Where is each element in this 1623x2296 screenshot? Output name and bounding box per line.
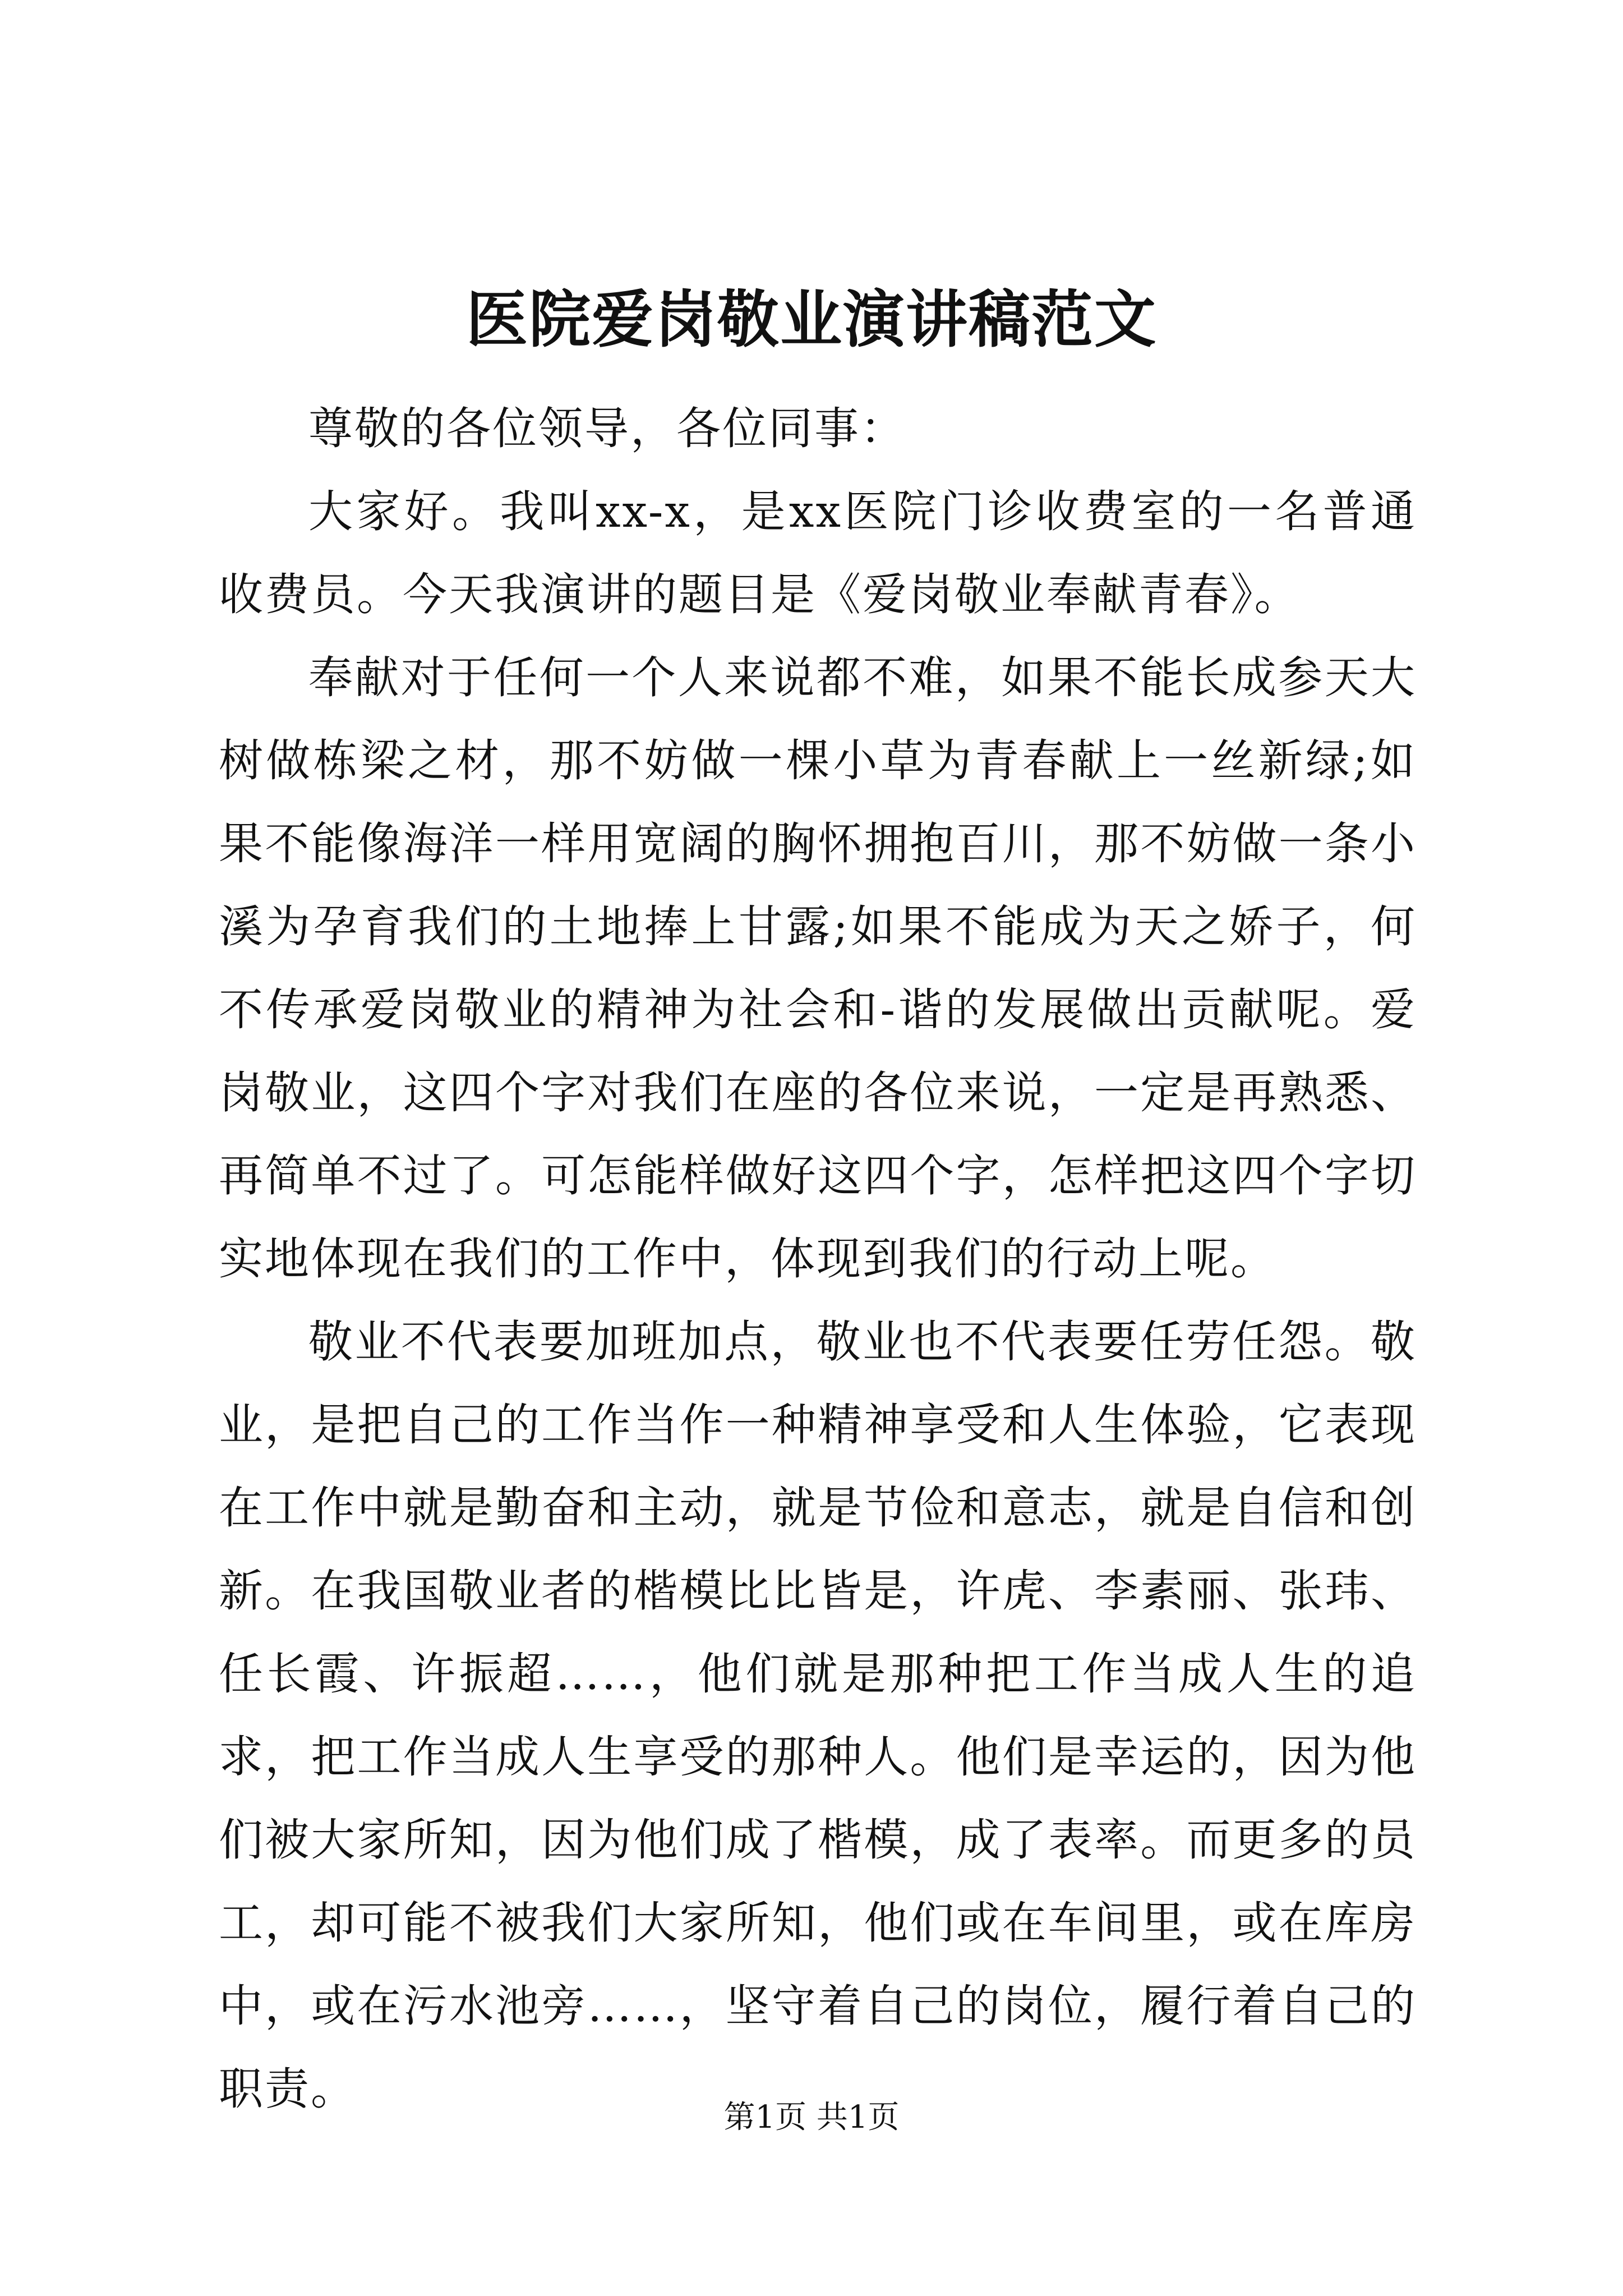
page-title: 医院爱岗敬业演讲稿范文 bbox=[466, 283, 1157, 356]
document-body bbox=[219, 387, 1417, 2131]
paragraph-greeting: 尊敬的各位领导，各位同事： bbox=[308, 403, 906, 454]
page-footer: 第1页 共1页 bbox=[723, 2099, 900, 2136]
paragraph-professionalism: 敬业不代表要加班加点，敬业也不代表要任劳任怨。敬业，是把自己的工作当作一种精神享受和人生体验，它表现在工作中就是勤奋和主动，就是节俭和意志，就是自信和创新。在我国敬业者的楷模比比皆是，许虎、李素丽、张玮、任长霞、许振超……，他们就是那种把工作当成人生的追求，把工作当成人生享受的那种人。他们是幸运的，因为他们被大家所知，因为他们成了楷模，成了表率。而更多的员工，却可能不被我们大家所知，他们或在车间里，或在库房中，或在污水池旁……，坚守着自己的岗位，履行着自己的职责。 bbox=[219, 1316, 1417, 2115]
paragraph-introduction: 大家好。我叫xx-x，是xx医院门诊收费室的一名普通收费员。今天我演讲的题目是《爱岗敬业奉献青春》。 bbox=[219, 486, 1417, 620]
paragraph-dedication: 奉献对于任何一个人来说都不难，如果不能长成参天大树做栋梁之材，那不妨做一棵小草为青春献上一丝新绿;如果不能像海洋一样用宽阔的胸怀拥抱百川，那不妨做一条小溪为孕育我们的土地捧上甘露;如果不能成为天之娇子，何不传承爱岗敬业的精神为社会和-谐的发展做出贡献呢。爱岗敬业，这四个字对我们在座的各位来说，一定是再熟悉、再简单不过了。可怎能样做好这四个字，怎样把这四个字切实地体现在我们的工作中，体现到我们的行动上呢。 bbox=[219, 652, 1417, 1285]
